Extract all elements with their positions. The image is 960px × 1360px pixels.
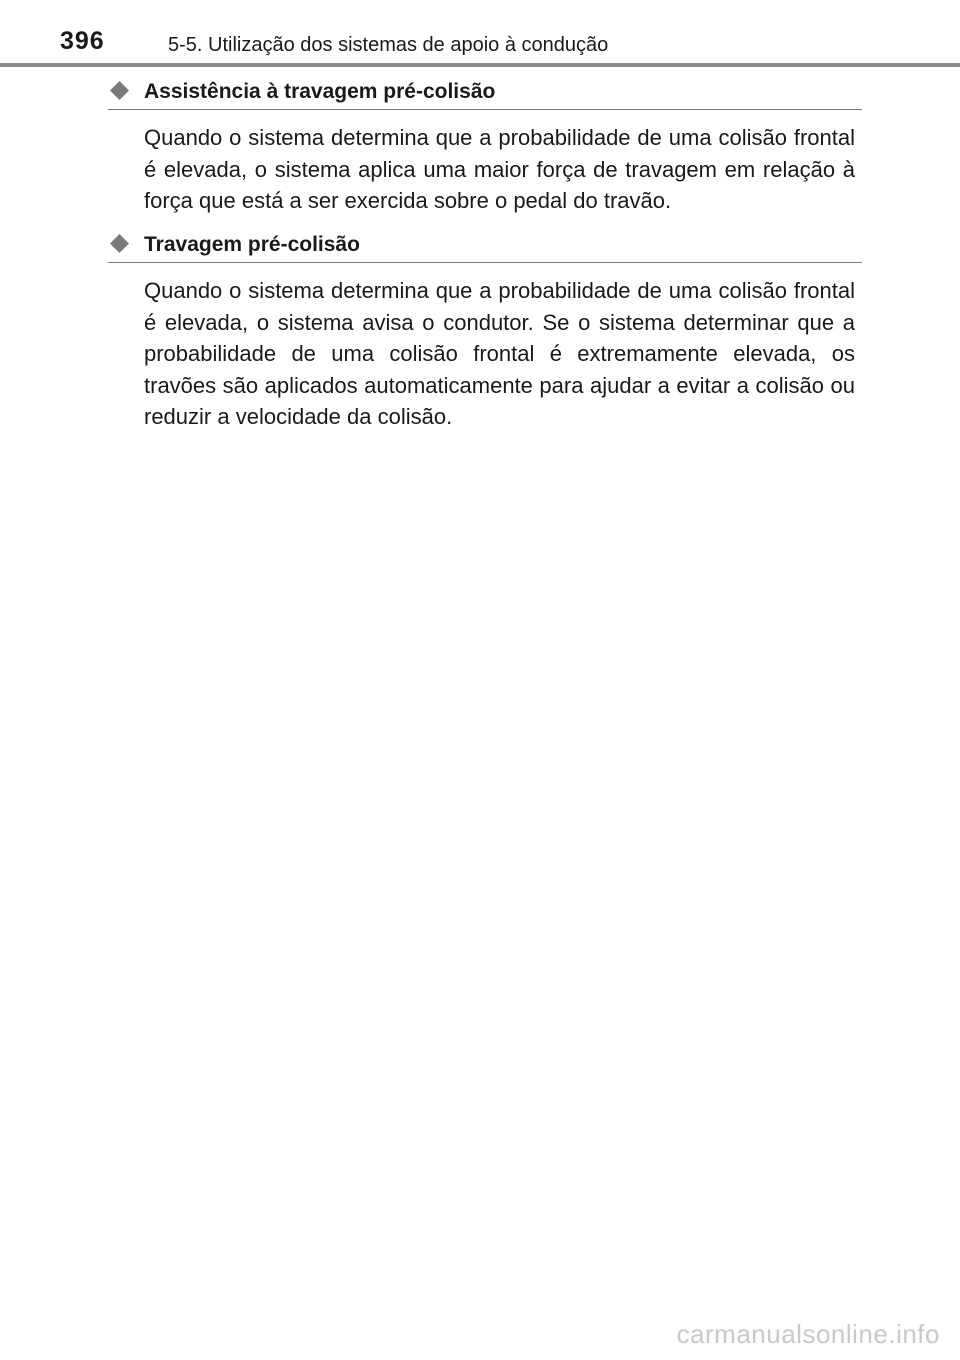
header-divider [0,63,960,67]
section-heading-row [108,230,862,262]
section-heading: Assistência à travagem pré-colisão [144,80,496,103]
section-heading: Travagem pré-colisão [144,233,360,256]
page-header [0,0,960,70]
section-paragraph: Quando o sistema determina que a probabilidade de uma colisão frontal é elevada, o sistema aplica uma maior força de travagem em relação à força que está a ser exercida sobre o pedal do travão. [144,125,855,213]
section-paragraph: Quando o sistema determina que a probabilidade de uma colisão frontal é elevada, o sistema avisa o condutor. Se o sistema determinar que a probabilidade de uma colisão frontal é extremamente elevada, os travões são aplicados automaticamente para ajudar a evitar a colisão ou reduzir a velocidade da colisão. [144,278,855,429]
page-number: 396 [60,27,105,55]
section-heading-row [108,77,862,109]
diamond-bullet-icon [110,81,129,100]
heading-divider [108,262,862,263]
watermark-text: carmanualsonline.info [676,1319,940,1349]
heading-divider [108,109,862,110]
section-pre-collision-brake-assist [108,77,862,217]
diamond-bullet-icon [110,234,129,253]
section-pre-collision-braking [108,230,862,433]
chapter-section-title: 5-5. Utilização dos sistemas de apoio à condução [168,34,609,56]
